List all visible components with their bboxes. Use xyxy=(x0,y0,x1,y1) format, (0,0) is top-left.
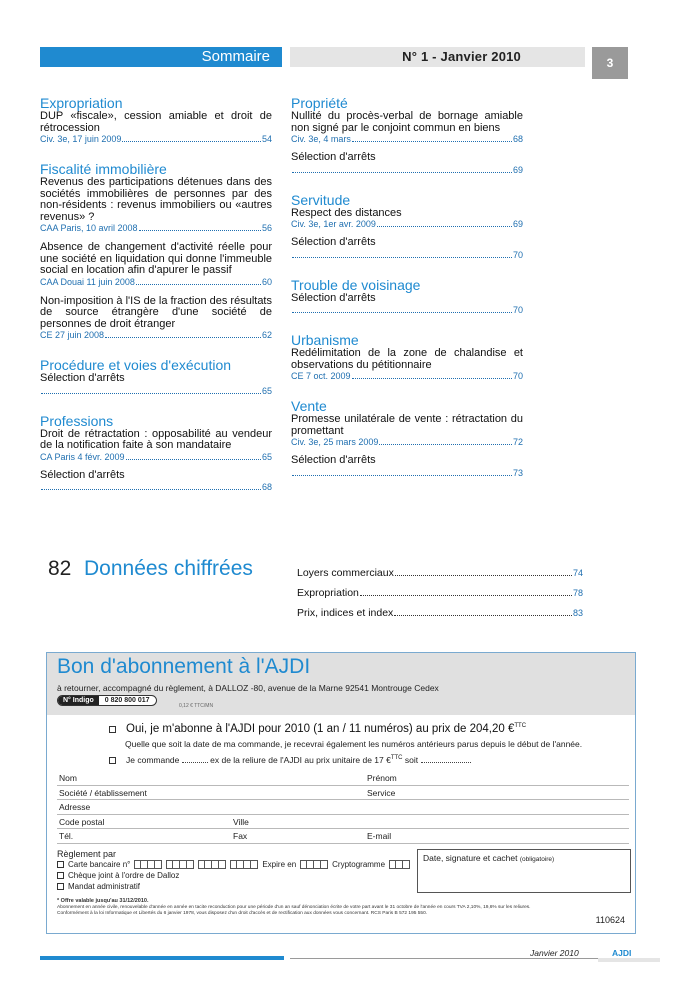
section-heading-expropriation: Expropriation xyxy=(40,95,123,111)
toc-entry-text: Absence de changement d'activité réelle pour une société en liquidation qui donne l'immeuble social en location afin d'apurer le passif xyxy=(40,241,272,276)
toc-right-column xyxy=(291,96,523,479)
donnees-list xyxy=(297,567,583,627)
page-number: 3 xyxy=(592,47,628,79)
toc-page: 68 xyxy=(512,134,523,144)
toc-page: 56 xyxy=(261,223,272,233)
footer-bar-left xyxy=(40,956,284,960)
nom-label: Nom xyxy=(59,773,77,783)
card-number-field[interactable] xyxy=(166,860,194,869)
form-header xyxy=(47,653,635,715)
toc-entry-ref[interactable] xyxy=(40,482,272,493)
form-code: 110624 xyxy=(595,915,625,925)
section-title: Sommaire xyxy=(201,48,270,65)
payment-mandat-row: Mandat administratif xyxy=(57,881,417,892)
toc-entry-text: Sélection d'arrêts xyxy=(291,291,376,304)
card-number-field[interactable] xyxy=(198,860,226,869)
cvv-field[interactable] xyxy=(389,860,410,869)
toc-entry-text: Droit de rétractation : opposabilité au vendeur de la notification faite à son mandataire xyxy=(40,427,272,451)
toc-entry-ref[interactable] xyxy=(40,386,272,397)
field-row[interactable] xyxy=(57,815,629,830)
toc-page: 65 xyxy=(261,385,272,396)
toc-page: 69 xyxy=(512,164,523,175)
section-header-bar xyxy=(40,47,282,67)
toc-entry-ref[interactable]: CAA Douai 11 juin 2008 60 xyxy=(40,276,272,287)
donnees-title: Données chiffrées xyxy=(84,557,253,580)
field-row[interactable] xyxy=(57,771,629,786)
toc-page: 73 xyxy=(512,467,523,478)
indigo-tariff: 0,12 € TTC/MN xyxy=(179,703,214,709)
section-heading-trouble: Trouble de voisinage xyxy=(291,276,421,293)
toc-entry-ref[interactable]: Civ. 3e, 17 juin 2009 54 xyxy=(40,134,272,144)
toc-page: 70 xyxy=(512,249,523,260)
societe-label: Société / établissement xyxy=(59,787,147,798)
donnees-page-number: 82 xyxy=(48,557,72,580)
field-row[interactable] xyxy=(57,829,629,844)
section-heading-propriete: Propriété xyxy=(291,95,348,111)
indigo-number: 0 820 800 017 xyxy=(104,697,150,704)
section-heading-vente: Vente xyxy=(291,398,327,414)
indigo-phone-badge xyxy=(57,695,157,706)
toc-entry-text: Promesse unilatérale de vente : rétractation du promettant xyxy=(291,413,523,437)
toc-page: 68 xyxy=(261,482,272,492)
subscribe-label: Oui, je m'abonne à l'AJDI pour 2010 (1 an / 11 numéros) au prix de 204,20 € xyxy=(126,723,515,735)
card-checkbox[interactable] xyxy=(57,861,64,868)
toc-entry-ref[interactable]: Civ. 3e, 25 mars 2009 72 xyxy=(291,437,523,447)
payment-title: Règlement par xyxy=(57,849,117,859)
subscribe-option[interactable]: Oui, je m'abonne à l'AJDI pour 2010 (1 an / 11 numéros) au prix de 204,20 €$^{TTC}$ xyxy=(109,723,526,735)
issue-label: N° 1 - Janvier 2010 xyxy=(402,49,521,64)
toc-entry-ref[interactable] xyxy=(291,250,523,261)
toc-entry-ref[interactable]: CE 7 oct. 2009 70 xyxy=(291,371,523,381)
toc-entry-text: DUP «fiscale», cession amiable et droit de rétrocession xyxy=(40,110,272,134)
form-address: à retourner, accompagné du règlement, à DALLOZ -80, avenue de la Marne 92541 Montrouge Cedex xyxy=(57,683,439,693)
footer-date: Janvier 2010 xyxy=(530,948,579,958)
mandat-checkbox[interactable] xyxy=(57,883,64,890)
ville-label: Ville xyxy=(233,816,249,827)
toc-entry-ref[interactable] xyxy=(291,305,523,316)
toc-entry-text: Sélection d'arrêts xyxy=(40,468,125,481)
binder-option[interactable]: Je commande ex de la reliure de l'AJDI au prix unitaire de 17 €$^{TTC}$ soit xyxy=(109,755,471,765)
subscribe-checkbox[interactable] xyxy=(109,726,116,733)
toc-entry-text: Respect des distances xyxy=(291,206,402,219)
toc-page: 70 xyxy=(512,371,523,381)
toc-page: 70 xyxy=(512,305,523,315)
section-heading-professions: Professions xyxy=(40,412,114,429)
form-title: Bon d'abonnement à l'AJDI xyxy=(57,655,311,678)
tel-label: Tél. xyxy=(59,831,74,841)
toc-entry-ref[interactable]: CAA Paris, 10 avril 2008 56 xyxy=(40,223,272,233)
toc-entry-ref[interactable]: Civ. 3e, 4 mars 68 xyxy=(291,134,523,144)
offer-validity: * Offre valable jusqu'au 31/12/2010. xyxy=(57,898,149,904)
card-number-field[interactable] xyxy=(134,860,162,869)
toc-entry-text: Sélection d'arrêts xyxy=(291,236,376,248)
subscription-form xyxy=(46,652,636,934)
toc-page: 69 xyxy=(512,219,523,229)
toc-page: 60 xyxy=(261,276,272,287)
binder-quantity-field[interactable] xyxy=(182,755,208,763)
toc-entry-text: Redélimitation de la zone de chalandise et observations du pétitionnaire xyxy=(291,347,523,371)
donnees-item[interactable]: Prix, indices et index 83 xyxy=(297,607,583,619)
binder-checkbox[interactable] xyxy=(109,757,116,764)
toc-left-column xyxy=(40,96,272,493)
service-label: Service xyxy=(367,787,396,798)
toc-page: 72 xyxy=(512,437,523,447)
toc-entry-text: Sélection d'arrêts xyxy=(291,454,376,466)
card-number-field[interactable] xyxy=(230,860,258,869)
toc-page: 62 xyxy=(261,330,272,340)
issue-header-bar xyxy=(290,47,585,67)
toc-entry-text: Sélection d'arrêts xyxy=(291,151,376,163)
toc-page: 54 xyxy=(261,134,272,144)
donnees-item[interactable]: Loyers commerciaux 74 xyxy=(297,567,583,579)
prenom-label: Prénom xyxy=(367,773,397,783)
email-label: E-mail xyxy=(367,831,392,841)
section-heading-procedure: Procédure et voies d'exécution xyxy=(40,357,232,373)
adresse-label: Adresse xyxy=(59,802,91,812)
donnees-item[interactable]: Expropriation 78 xyxy=(297,587,583,599)
binder-total-field[interactable] xyxy=(421,755,471,763)
payment-cheque-row: Chèque joint à l'ordre de Dalloz xyxy=(57,870,417,881)
section-heading-fiscalite: Fiscalité immobilière xyxy=(40,161,167,177)
field-row[interactable] xyxy=(57,800,629,815)
fax-label: Fax xyxy=(233,831,248,841)
toc-entry-ref[interactable] xyxy=(291,165,523,176)
toc-entry-ref[interactable]: Civ. 3e, 1er avr. 2009 69 xyxy=(291,219,523,229)
toc-entry-ref[interactable]: CE 27 juin 2008 62 xyxy=(40,330,272,340)
toc-entry-text: Nullité du procès-verbal de bornage amiable non signé par le conjoint commun en biens xyxy=(291,110,523,134)
field-row[interactable] xyxy=(57,786,629,801)
contact-fields xyxy=(57,771,629,844)
toc-entry-text: Sélection d'arrêts xyxy=(40,372,125,384)
payment-card-row: Carte bancaire n° Expire en Cryptogramme xyxy=(57,859,417,870)
code-postal-label: Code postal xyxy=(59,816,105,827)
legal-notes: * Offre valable jusqu'au 31/12/2010. Abonnement en année civile, renouvelable d'année en année en tacite reconduction pour une période d'un an sauf dénonciation écrite de votre part avant le 31 octobre de l'année en cours TVA 2,10%, 19,6% sur les reliures. Conformément à la loi Informatique et Libertés du 6 janvier 1978, vous disposez d'un droit d'accès et de rectification aux données vous concernant. RCS Paris B 572 195 550. xyxy=(57,898,531,916)
toc-entry-ref[interactable]: CA Paris 4 févr. 2009 65 xyxy=(40,451,272,462)
section-heading-urbanisme: Urbanisme xyxy=(291,332,359,348)
toc-page: 65 xyxy=(261,451,272,462)
toc-entry-ref[interactable] xyxy=(291,468,523,479)
cheque-checkbox[interactable] xyxy=(57,872,64,879)
expiry-field[interactable] xyxy=(300,860,328,869)
footer-bar-right xyxy=(598,958,660,962)
subscribe-note: Quelle que soit la date de ma commande, je recevrai également les numéros antérieurs parus depuis le début de l'année. xyxy=(125,739,583,749)
footer-journal: AJDI xyxy=(612,948,632,958)
signature-box[interactable]: Date, signature et cachet (obligatoire) xyxy=(417,849,631,893)
section-heading-servitude: Servitude xyxy=(291,191,351,208)
payment-block xyxy=(57,849,417,892)
toc-entry-text: Revenus des participations détenues dans des sociétés immobilières de personnes par des non-résidents : revenus immobiliers ou «autres revenus» ? xyxy=(40,176,272,223)
toc-entry-text: Non-imposition à l'IS de la fraction des résultats de source étrangère d'une société de personnes de droit étranger xyxy=(40,294,272,330)
indigo-label: N° Indigo xyxy=(58,696,99,705)
